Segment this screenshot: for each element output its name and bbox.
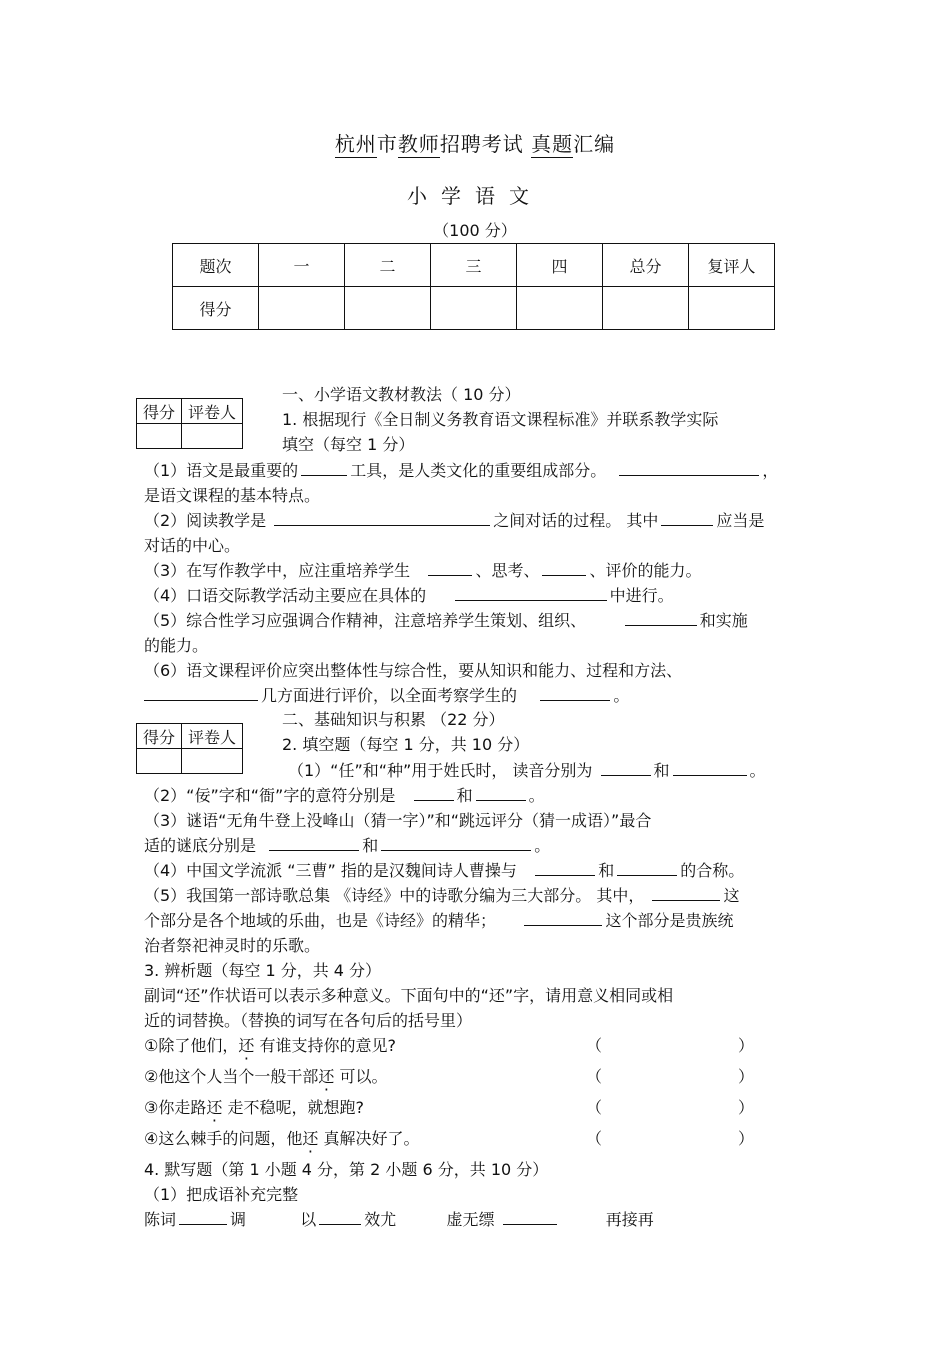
q3-sentence-3 [144, 1095, 364, 1118]
answer-blank[interactable] [542, 574, 586, 576]
q1-text: 1. 根据现行《全日制义务教育语文课程标准》并联系教学实际 [282, 410, 719, 429]
text: 这 [723, 886, 740, 905]
q1-item-1-cont: 是语文课程的基本特点。 [144, 486, 321, 505]
q2-item-5-cont [144, 908, 733, 931]
answer-paren-close: ） [738, 1036, 755, 1055]
text: 之间对话的过程。 其中 [493, 511, 659, 530]
q2-item-1 [288, 758, 766, 781]
text: （5）综合性学习应强调合作精神，注意培养学生策划、组织、 [144, 611, 587, 630]
text: 。 [749, 761, 766, 780]
q2-item-2 [144, 783, 545, 806]
answer-blank[interactable] [661, 524, 713, 526]
text: 适的谜底分别是 [144, 836, 257, 855]
q1-item-2-cont: 对话的中心。 [144, 536, 241, 555]
text: 和 [362, 836, 379, 855]
q3-heading: 3. 辨析题（每空 1 分，共 4 分） [144, 961, 382, 980]
answer-blank[interactable] [274, 524, 490, 526]
q1-item-2 [144, 508, 764, 531]
text: ②他这个人当个一般干部 [144, 1067, 319, 1086]
text: 几方面进行评价，以全面考察学生的 [261, 686, 518, 705]
grader-score-label: 得分 [137, 399, 182, 424]
score-cell[interactable] [345, 287, 431, 330]
emphasized-char: 还 [238, 1036, 255, 1055]
score-table-header: 题次 [173, 244, 259, 287]
answer-blank[interactable] [319, 1223, 361, 1225]
q2-item-4 [144, 858, 744, 881]
page-title [0, 128, 950, 157]
text: ①除了他们， [144, 1036, 239, 1055]
text: 走不稳呢，就想跑? [227, 1098, 364, 1117]
score-table [172, 243, 775, 330]
text: （1）语文是最重要的 [144, 461, 299, 480]
answer-field[interactable] [610, 1061, 730, 1083]
answer-blank[interactable] [524, 924, 602, 926]
answer-blank[interactable] [601, 774, 651, 776]
grader-score-label: 得分 [137, 724, 182, 749]
section2-heading: 二、基础知识与积累 （22 分） [282, 710, 505, 729]
grader-score-cell[interactable] [137, 424, 182, 449]
text: 。 [613, 686, 630, 705]
section1-heading: 一、小学语文教材教法（ 10 分） [282, 385, 521, 404]
title-part: 真题 [531, 132, 574, 156]
title-part: 杭州 [334, 132, 377, 156]
answer-blank[interactable] [428, 574, 472, 576]
text: 中进行。 [609, 586, 674, 605]
score-table-header: 二 [345, 244, 431, 287]
text: 应当是 [716, 511, 765, 530]
q2-item-3: （3）谜语“无角牛登上没峰山（猜一字）”和“跳远评分（猜一成语）”最合 [144, 811, 652, 830]
score-table-header: 一 [259, 244, 345, 287]
answer-blank[interactable] [535, 874, 595, 876]
q3-intro: 副词“还”作状语可以表示多种意义。下面句中的“还”字，请用意义相同或相 [144, 986, 674, 1005]
text: 个部分是各个地域的乐曲，也是《诗经》的精华； [144, 911, 497, 930]
score-table-header: 四 [517, 244, 603, 287]
q3-sentence-2 [144, 1064, 387, 1087]
answer-paren-close: ） [738, 1129, 755, 1148]
score-cell[interactable] [517, 287, 603, 330]
score-table-header: 总分 [603, 244, 689, 287]
text: 有谁支持你的意见? [259, 1036, 396, 1055]
score-table-header: 三 [431, 244, 517, 287]
q2-item-5 [144, 883, 739, 906]
answer-paren-close: ） [738, 1067, 755, 1086]
text: 。 [528, 786, 545, 805]
text: ④这么棘手的问题，他 [144, 1129, 303, 1148]
answer-blank[interactable] [269, 849, 359, 851]
score-cell[interactable] [689, 287, 775, 330]
q3-intro: 近的词替换。（替换的词写在各句后的括号里） [144, 1011, 473, 1030]
q3-sentence-1 [144, 1033, 396, 1056]
text: 的合称。 [680, 861, 745, 880]
score-cell[interactable] [259, 287, 345, 330]
grader-score-cell[interactable] [137, 749, 182, 774]
text: 真解决好了。 [323, 1129, 420, 1148]
text: （2）阅读教学是 [144, 511, 267, 530]
q1-item-5 [144, 608, 748, 631]
answer-blank[interactable] [503, 1223, 557, 1225]
answer-field[interactable] [610, 1092, 730, 1114]
answer-blank[interactable] [179, 1223, 227, 1225]
score-row-label: 得分 [173, 287, 259, 330]
answer-paren-close: ） [738, 1098, 755, 1117]
grader-name-label: 评卷人 [182, 399, 243, 424]
answer-blank[interactable] [455, 599, 607, 601]
grader-box-2 [136, 723, 243, 774]
q1-item-4 [144, 583, 674, 606]
q3-sentence-4 [144, 1126, 419, 1149]
text: 陈词 [144, 1210, 177, 1229]
text: 以 [300, 1210, 317, 1229]
q2-item-3-cont [144, 833, 550, 856]
q1-text: 填空（每空 1 分） [282, 435, 415, 454]
q1-item-5-cont: 的能力。 [144, 636, 209, 655]
text: （1）“任”和“种”用于姓氏时， 读音分别为 [288, 761, 593, 780]
grader-name-cell[interactable] [182, 749, 243, 774]
answer-blank[interactable] [617, 874, 677, 876]
emphasized-char: 还 [206, 1098, 223, 1117]
grader-box-1 [136, 398, 243, 449]
text: 、思考、 [475, 561, 540, 580]
answer-paren-open: （ [586, 1098, 603, 1117]
grader-name-label: 评卷人 [182, 724, 243, 749]
q1-item-6-cont [144, 683, 629, 706]
answer-blank[interactable] [476, 799, 526, 801]
answer-blank[interactable] [673, 774, 747, 776]
answer-field[interactable] [610, 1123, 730, 1145]
text: ③你走路 [144, 1098, 207, 1117]
title-part: 招聘考试 [439, 132, 524, 156]
answer-blank[interactable] [652, 899, 720, 901]
answer-paren-open: （ [586, 1036, 603, 1055]
answer-field[interactable] [610, 1030, 730, 1052]
text: 和实施 [699, 611, 748, 630]
text: （2）“佞”字和“衙”字的意符分别是 [144, 786, 396, 805]
text: 再接再 [605, 1210, 654, 1229]
q4-idioms [144, 1207, 654, 1230]
title-part: 市 [376, 132, 398, 156]
q4-sub1: （1）把成语补充完整 [144, 1185, 299, 1204]
text: 和 [653, 761, 670, 780]
score-table-header: 复评人 [689, 244, 775, 287]
answer-blank[interactable] [301, 474, 347, 476]
answer-paren-open: （ [586, 1129, 603, 1148]
q2-item-5-cont2: 治者祭祀神灵时的乐歌。 [144, 936, 321, 955]
grader-name-cell[interactable] [182, 424, 243, 449]
q2-heading: 2. 填空题（每空 1 分，共 10 分） [282, 735, 530, 754]
text: ， [762, 461, 779, 480]
answer-blank[interactable] [625, 624, 697, 626]
score-cell[interactable] [603, 287, 689, 330]
title-part: 汇编 [573, 132, 616, 156]
q1-item-6: （6）语文课程评价应突出整体性与综合性，要从知识和能力、过程和方法、 [144, 661, 683, 680]
answer-paren-open: （ [586, 1067, 603, 1086]
score-cell[interactable] [431, 287, 517, 330]
answer-blank[interactable] [144, 699, 258, 701]
title-part: 教师 [397, 132, 440, 156]
text: （4）口语交际教学活动主要应在具体的 [144, 586, 427, 605]
answer-blank[interactable] [619, 474, 759, 476]
q1-item-1 [144, 458, 778, 481]
subject-heading: 小学语文 [407, 184, 543, 208]
answer-blank[interactable] [540, 699, 610, 701]
answer-blank[interactable] [381, 849, 531, 851]
answer-blank[interactable] [414, 799, 454, 801]
text: 。 [534, 836, 551, 855]
text: （3）在写作教学中，应注重培养学生 [144, 561, 411, 580]
text: 工具，是人类文化的重要组成部分。 [350, 461, 607, 480]
q1-item-3 [144, 558, 701, 581]
text: 和 [456, 786, 473, 805]
emphasized-char: 还 [302, 1129, 319, 1148]
text: 和 [598, 861, 615, 880]
total-points: （100 分） [433, 221, 517, 240]
text: 这个部分是贵族统 [605, 911, 734, 930]
text: 、评价的能力。 [589, 561, 702, 580]
q4-heading: 4. 默写题（第 1 小题 4 分，第 2 小题 6 分，共 10 分） [144, 1160, 549, 1179]
text: 虚无缥 [446, 1210, 495, 1229]
text: （4）中国文学流派 “三曹” 指的是汉魏间诗人曹操与 [144, 861, 517, 880]
text: 调 [230, 1210, 247, 1229]
text: 可以。 [339, 1067, 388, 1086]
text: 效尤 [364, 1210, 397, 1229]
text: （5）我国第一部诗歌总集 《诗经》中的诗歌分编为三大部分。 其中， [144, 886, 645, 905]
emphasized-char: 还 [318, 1067, 335, 1086]
